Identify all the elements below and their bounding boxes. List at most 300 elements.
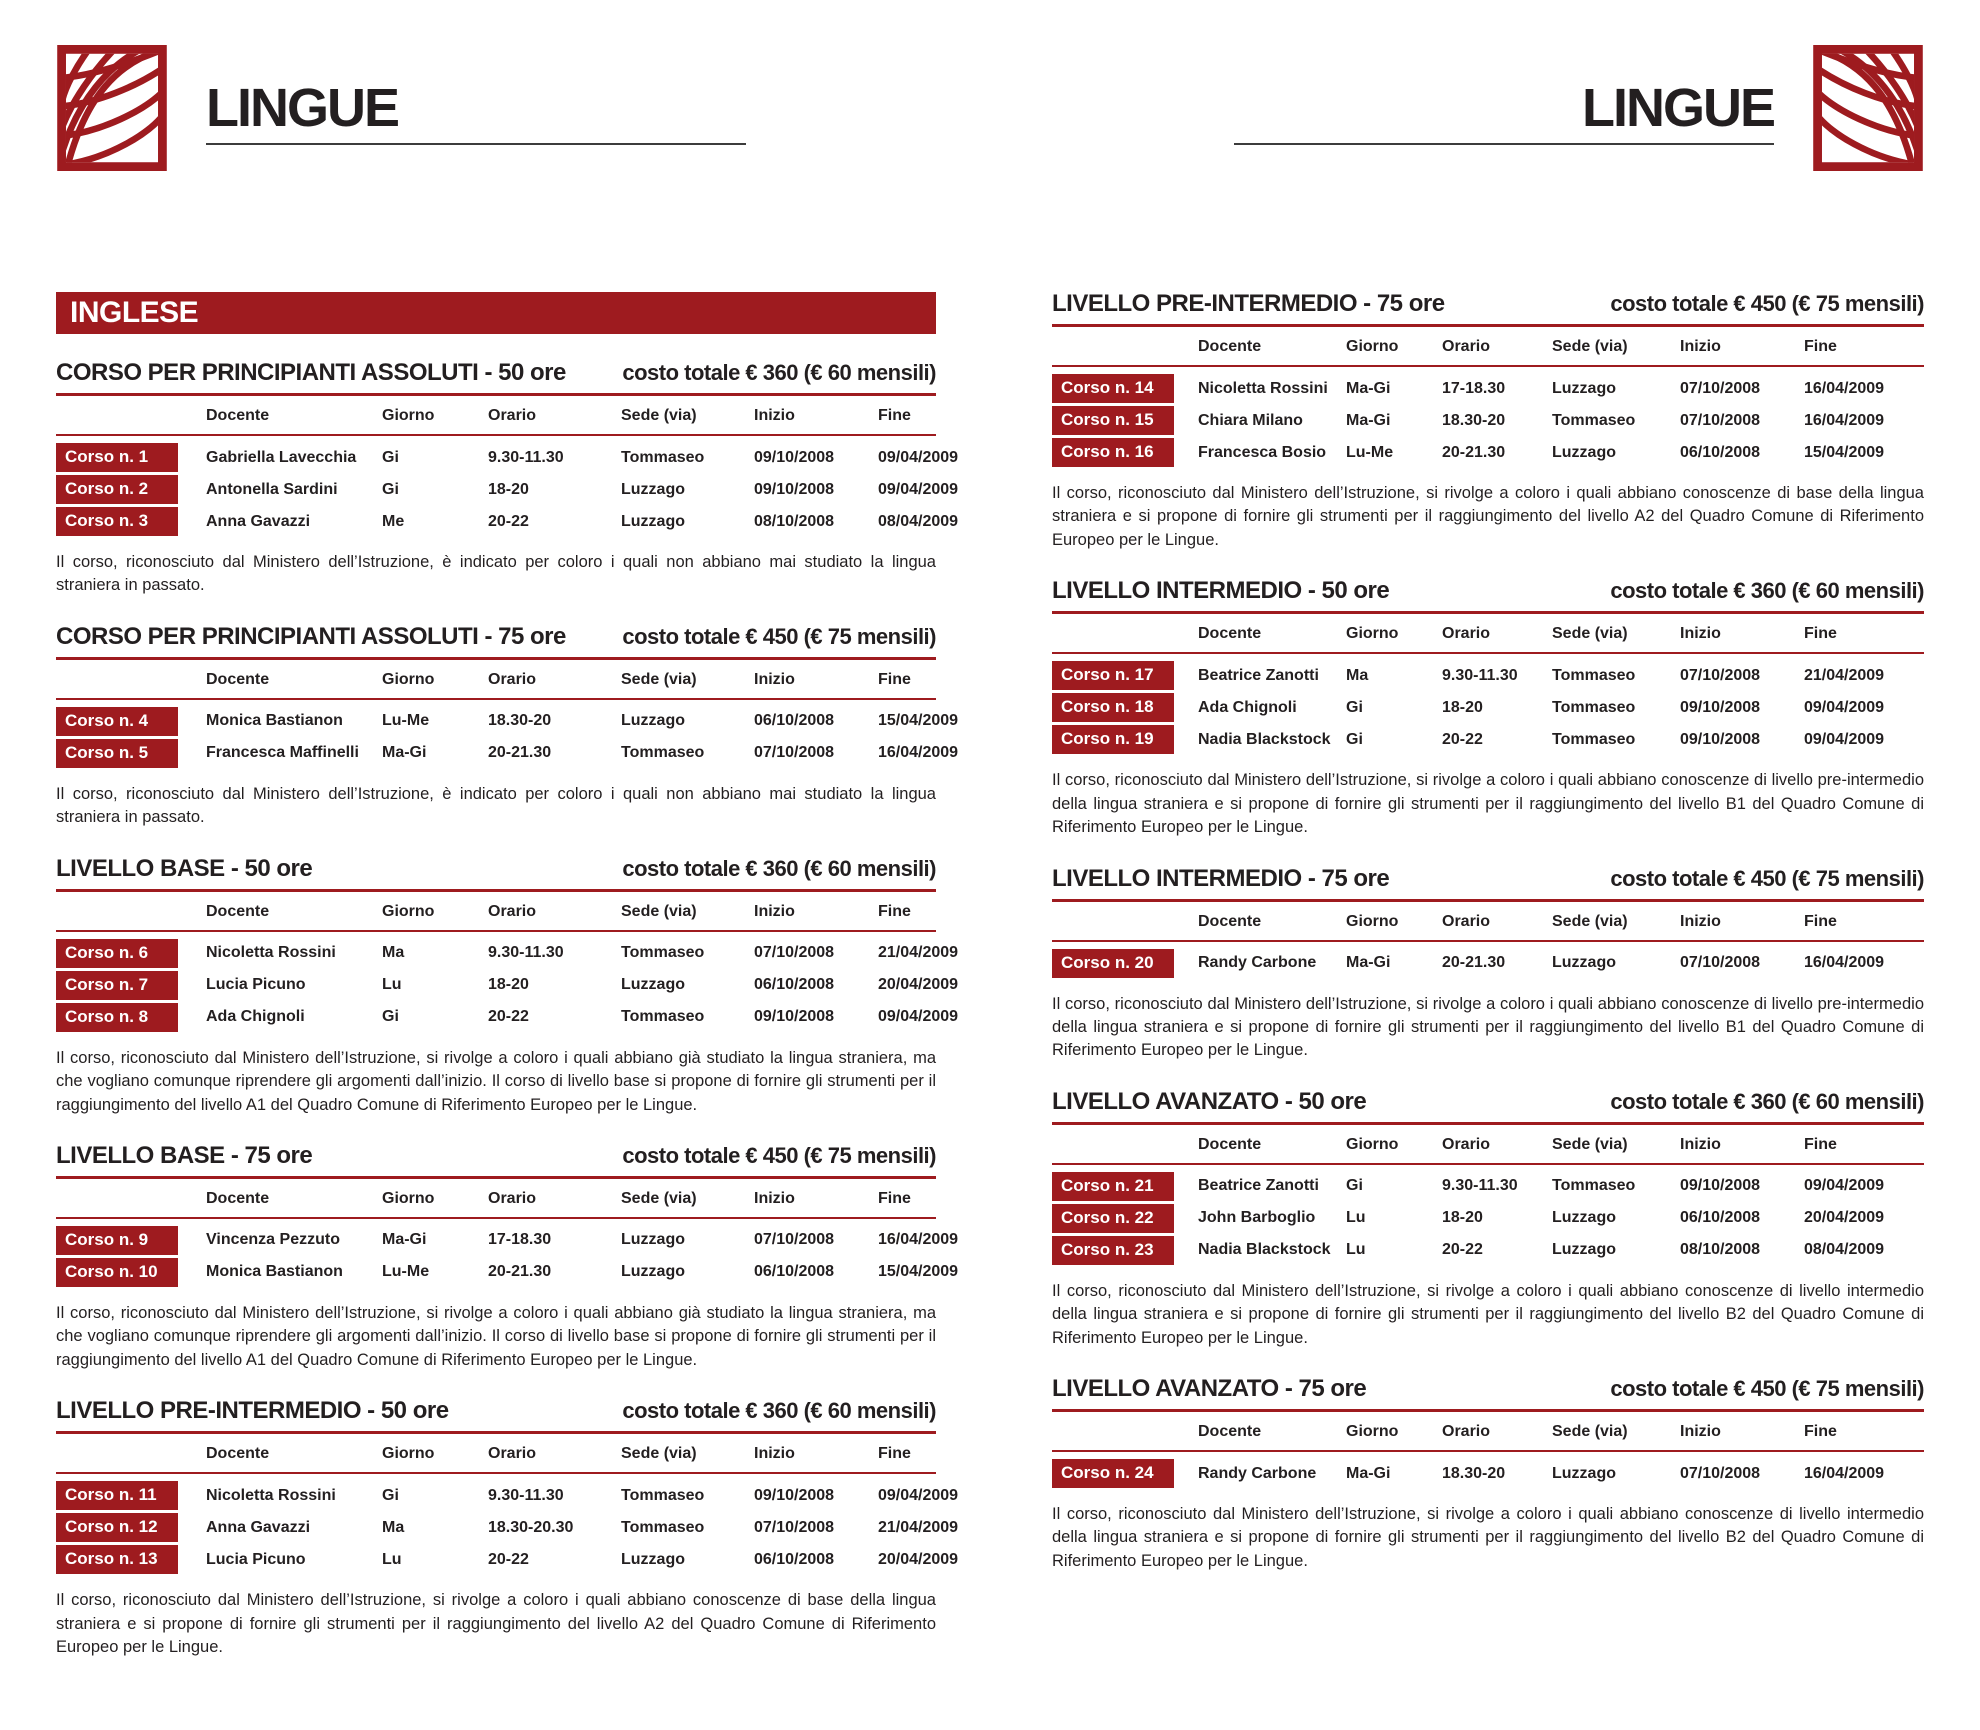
section-head xyxy=(56,623,936,660)
column-header: Inizio xyxy=(1680,625,1721,643)
section-head xyxy=(1052,1375,1924,1412)
section-head xyxy=(56,1397,936,1434)
section-description: Il corso, riconosciuto dal Ministero dell’Istruzione, si rivolge a coloro i quali abbiano conoscenze di livello intermedio della lingua straniera e si propone di fornire gli strumenti per il raggiungimento del livello B2 del Quadro Comune di Riferimento Europeo per le Lingue. xyxy=(1052,1281,1924,1347)
badge-cell xyxy=(56,1481,200,1510)
cell-orario: 20-21.30 xyxy=(1442,954,1506,972)
column-header: Sede (via) xyxy=(1552,1423,1628,1441)
column-header: Orario xyxy=(488,670,537,688)
column-header: Giorno xyxy=(382,407,435,424)
cell-fine: 15/04/2009 xyxy=(1804,443,1885,461)
course-number-badge: Corso n. 10 xyxy=(56,1258,178,1287)
cell-inizio: 07/10/2008 xyxy=(754,944,835,962)
cell-giorno: Gi xyxy=(382,1008,399,1026)
cell-orario: 20-21.30 xyxy=(1442,443,1506,461)
section-head xyxy=(1052,577,1924,614)
column-header: Inizio xyxy=(754,407,795,424)
section-cost: costo totale € 360 (€ 60 mensili) xyxy=(1610,1088,1924,1114)
course-number-badge: Corso n. 17 xyxy=(1052,661,1174,690)
badge-cell xyxy=(56,443,200,472)
course-row xyxy=(1052,1204,1924,1233)
cell-fine: 09/04/2009 xyxy=(878,1486,959,1504)
course-row xyxy=(56,1003,959,1032)
section-title: LIVELLO INTERMEDIO - 75 ore xyxy=(1052,864,1390,892)
column-header: Sede (via) xyxy=(621,407,697,424)
section-cost: costo totale € 360 (€ 60 mensili) xyxy=(622,855,936,881)
badge-cell xyxy=(56,1003,200,1032)
cell-sede: Tommaseo xyxy=(621,448,705,466)
cell-orario: 18-20 xyxy=(488,480,529,498)
course-number-badge: Corso n. 22 xyxy=(1052,1204,1174,1233)
course-number-badge: Corso n. 5 xyxy=(56,739,178,768)
column-header: Docente xyxy=(206,1445,270,1463)
globe-logo-icon xyxy=(56,45,168,171)
section-title: LIVELLO BASE - 50 ore xyxy=(56,854,313,882)
cell-sede: Luzzago xyxy=(621,712,685,730)
cell-giorno: Gi xyxy=(1346,730,1363,748)
column-header: Orario xyxy=(488,407,537,424)
cell-giorno: Ma-Gi xyxy=(1346,411,1391,429)
table-rows xyxy=(1052,1459,1924,1488)
cell-fine: 20/04/2009 xyxy=(1804,1209,1885,1227)
cell-fine: 16/04/2009 xyxy=(1804,379,1885,397)
cell-inizio: 08/10/2008 xyxy=(754,512,835,530)
cell-sede: Luzzago xyxy=(1552,954,1616,972)
cell-fine: 08/04/2009 xyxy=(1804,1241,1885,1259)
cell-inizio: 09/10/2008 xyxy=(754,1008,835,1026)
cell-docente: Chiara Milano xyxy=(1198,411,1303,429)
cell-orario: 18-20 xyxy=(1442,698,1483,716)
cell-giorno: Gi xyxy=(382,1486,399,1504)
cell-fine: 09/04/2009 xyxy=(878,480,959,498)
cell-giorno: Ma xyxy=(1346,666,1369,684)
cell-sede: Luzzago xyxy=(1552,1241,1616,1259)
course-section xyxy=(1052,1375,1924,1573)
course-section xyxy=(56,1141,959,1372)
cell-fine: 21/04/2009 xyxy=(878,1518,959,1536)
cell-docente: Beatrice Zanotti xyxy=(1198,1177,1319,1195)
column-header: Inizio xyxy=(1680,1135,1721,1153)
badge-cell xyxy=(56,707,200,736)
course-number-badge: Corso n. 23 xyxy=(1052,1236,1174,1265)
course-number-badge: Corso n. 7 xyxy=(56,971,178,1000)
table-header-row xyxy=(56,1434,936,1474)
badge-cell xyxy=(56,475,200,504)
cell-orario: 20-22 xyxy=(488,1550,529,1568)
cell-giorno: Ma-Gi xyxy=(382,744,427,762)
table-rows xyxy=(56,1481,959,1574)
column-header: Fine xyxy=(1804,912,1837,930)
course-row xyxy=(1052,1459,1924,1488)
course-number-badge: Corso n. 15 xyxy=(1052,406,1174,435)
table-header-row xyxy=(1052,902,1924,942)
cell-inizio: 09/10/2008 xyxy=(1680,1177,1761,1195)
page-header-right xyxy=(1052,45,1924,171)
badge-cell xyxy=(56,1513,200,1542)
section-cost: costo totale € 450 (€ 75 mensili) xyxy=(1610,865,1924,891)
cell-giorno: Lu-Me xyxy=(1346,443,1394,461)
course-section xyxy=(1052,865,1924,1063)
course-row xyxy=(1052,725,1924,754)
cell-docente: Antonella Sardini xyxy=(206,480,338,498)
course-row xyxy=(56,707,959,736)
course-section xyxy=(56,622,959,830)
table-rows xyxy=(56,443,959,536)
course-number-badge: Corso n. 18 xyxy=(1052,693,1174,722)
column-header: Sede (via) xyxy=(1552,338,1628,355)
section-head xyxy=(56,855,936,892)
section-head xyxy=(56,359,936,396)
cell-docente: Gabriella Lavecchia xyxy=(206,448,357,466)
cell-sede: Luzzago xyxy=(621,512,685,530)
cell-docente: Ada Chignoli xyxy=(1198,698,1297,716)
column-header: Sede (via) xyxy=(1552,1135,1628,1153)
section-cost: costo totale € 450 (€ 75 mensili) xyxy=(622,623,936,649)
column-header: Fine xyxy=(878,1445,911,1463)
cell-giorno: Ma xyxy=(382,1518,405,1536)
column-header: Inizio xyxy=(754,1189,795,1207)
cell-fine: 21/04/2009 xyxy=(878,944,959,962)
course-section xyxy=(1052,577,1924,839)
cell-giorno: Lu xyxy=(1346,1241,1366,1259)
column-header: Orario xyxy=(1442,625,1491,643)
cell-orario: 20-21.30 xyxy=(488,1263,552,1281)
course-row xyxy=(1052,1236,1924,1265)
cell-sede: Luzzago xyxy=(621,1550,685,1568)
course-row xyxy=(1052,693,1924,722)
category-header-inglese: INGLESE xyxy=(56,292,936,334)
column-header: Fine xyxy=(878,670,911,688)
cell-docente: Ada Chignoli xyxy=(206,1008,305,1026)
cell-giorno: Gi xyxy=(1346,698,1363,716)
cell-inizio: 09/10/2008 xyxy=(754,1486,835,1504)
cell-inizio: 09/10/2008 xyxy=(1680,698,1761,716)
cell-giorno: Lu xyxy=(382,1550,402,1568)
column-header: Giorno xyxy=(1346,1135,1399,1153)
column-header: Fine xyxy=(878,1189,911,1207)
cell-inizio: 08/10/2008 xyxy=(1680,1241,1761,1259)
course-number-badge: Corso n. 9 xyxy=(56,1226,178,1255)
cell-docente: Randy Carbone xyxy=(1198,954,1317,972)
badge-cell xyxy=(56,939,200,968)
cell-orario: 18-20 xyxy=(488,976,529,994)
cell-inizio: 07/10/2008 xyxy=(1680,411,1761,429)
course-row xyxy=(56,939,959,968)
cell-sede: Tommaseo xyxy=(1552,1177,1636,1195)
table-header-row xyxy=(56,660,936,700)
cell-docente: Lucia Picuno xyxy=(206,976,306,994)
cell-fine: 16/04/2009 xyxy=(878,1231,959,1249)
cell-inizio: 06/10/2008 xyxy=(1680,443,1761,461)
badge-cell xyxy=(1052,438,1192,467)
right-column xyxy=(1052,45,1924,1659)
cell-sede: Luzzago xyxy=(1552,1464,1616,1482)
course-number-badge: Corso n. 21 xyxy=(1052,1172,1174,1201)
badge-cell xyxy=(1052,1204,1192,1233)
section-description: Il corso, riconosciuto dal Ministero dell’Istruzione, si rivolge a coloro i quali abbiano già studiato la lingua straniera, ma che vogliano comunque riprendere gli argomenti dall’inizio. Il corso di livello base si propone di fornire gli strumenti per il raggiungimento del livello A1 del Quadro Comune di Riferimento Europeo per le Lingue. xyxy=(56,1048,936,1114)
column-header: Giorno xyxy=(1346,338,1399,355)
cell-sede: Tommaseo xyxy=(1552,411,1636,429)
column-header: Orario xyxy=(1442,912,1491,930)
cell-giorno: Ma-Gi xyxy=(1346,1464,1391,1482)
cell-inizio: 09/10/2008 xyxy=(754,448,835,466)
cell-docente: Anna Gavazzi xyxy=(206,512,311,530)
badge-cell xyxy=(56,739,200,768)
cell-docente: Nadia Blackstock xyxy=(1198,730,1331,748)
cell-inizio: 06/10/2008 xyxy=(754,1550,835,1568)
course-number-badge: Corso n. 14 xyxy=(1052,374,1174,403)
section-description: Il corso, riconosciuto dal Ministero dell’Istruzione, si rivolge a coloro i quali abbiano conoscenze di livello pre-intermedio della lingua straniera e si propone di fornire gli strumenti per il raggiungimento del livello B1 del Quadro Comune di Riferimento Europeo per le Lingue. xyxy=(1052,771,1924,837)
table-header-row xyxy=(1052,1125,1924,1165)
section-title: LIVELLO PRE-INTERMEDIO - 50 ore xyxy=(56,1397,449,1425)
section-cost: costo totale € 360 (€ 60 mensili) xyxy=(1610,578,1924,604)
course-number-badge: Corso n. 11 xyxy=(56,1481,178,1510)
course-row xyxy=(1052,949,1924,978)
badge-cell xyxy=(1052,1236,1192,1265)
cell-orario: 17-18.30 xyxy=(1442,379,1506,397)
page-title: LINGUE xyxy=(206,45,746,145)
column-header: Docente xyxy=(1198,338,1262,355)
column-header: Fine xyxy=(878,902,911,920)
badge-cell xyxy=(1052,725,1192,754)
course-row xyxy=(56,1258,959,1287)
column-header: Sede (via) xyxy=(621,670,697,688)
cell-orario: 18.30-20 xyxy=(1442,411,1506,429)
table-header-row xyxy=(1052,327,1924,367)
cell-orario: 18.30-20 xyxy=(488,712,552,730)
table-header-row xyxy=(56,892,936,932)
cell-fine: 09/04/2009 xyxy=(1804,1177,1885,1195)
column-header: Giorno xyxy=(382,902,435,920)
cell-orario: 9.30-11.30 xyxy=(488,448,564,466)
cell-inizio: 07/10/2008 xyxy=(754,1518,835,1536)
cell-fine: 16/04/2009 xyxy=(1804,1464,1885,1482)
course-row xyxy=(56,739,959,768)
cell-inizio: 07/10/2008 xyxy=(754,1231,835,1249)
table-header-row xyxy=(56,1179,936,1219)
column-header: Docente xyxy=(206,1189,270,1207)
cell-giorno: Lu-Me xyxy=(382,712,430,730)
table-rows xyxy=(1052,661,1924,754)
course-row xyxy=(56,1545,959,1574)
table-header-row xyxy=(1052,1412,1924,1452)
section-head xyxy=(56,1142,936,1179)
course-number-badge: Corso n. 6 xyxy=(56,939,178,968)
section-description: Il corso, riconosciuto dal Ministero dell’Istruzione, si rivolge a coloro i quali abbiano conoscenze di livello pre-intermedio della lingua straniera e si propone di fornire gli strumenti per il raggiungimento del livello B1 del Quadro Comune di Riferimento Europeo per le Lingue. xyxy=(1052,994,1924,1060)
cell-fine: 21/04/2009 xyxy=(1804,666,1885,684)
cell-docente: Nicoletta Rossini xyxy=(1198,379,1328,397)
cell-docente: Nicoletta Rossini xyxy=(206,944,336,962)
section-cost: costo totale € 360 (€ 60 mensili) xyxy=(622,360,936,385)
course-section xyxy=(1052,290,1924,552)
column-header: Giorno xyxy=(1346,1423,1399,1441)
cell-sede: Tommaseo xyxy=(1552,730,1636,748)
section-title: LIVELLO PRE-INTERMEDIO - 75 ore xyxy=(1052,290,1445,317)
table-rows xyxy=(1052,949,1924,978)
badge-cell xyxy=(56,1226,200,1255)
cell-docente: Randy Carbone xyxy=(1198,1464,1317,1482)
course-number-badge: Corso n. 12 xyxy=(56,1513,178,1542)
cell-giorno: Ma-Gi xyxy=(1346,954,1391,972)
cell-fine: 08/04/2009 xyxy=(878,512,959,530)
course-number-badge: Corso n. 4 xyxy=(56,707,178,736)
cell-sede: Tommaseo xyxy=(1552,666,1636,684)
column-header: Giorno xyxy=(382,1445,435,1463)
cell-inizio: 06/10/2008 xyxy=(754,976,835,994)
cell-sede: Luzzago xyxy=(621,976,685,994)
cell-docente: Vincenza Pezzuto xyxy=(206,1231,340,1249)
course-number-badge: Corso n. 13 xyxy=(56,1545,178,1574)
column-header: Docente xyxy=(1198,912,1262,930)
column-header: Sede (via) xyxy=(621,1445,697,1463)
column-header: Inizio xyxy=(1680,338,1721,355)
section-title: LIVELLO AVANZATO - 50 ore xyxy=(1052,1087,1367,1115)
cell-inizio: 07/10/2008 xyxy=(754,744,835,762)
course-row xyxy=(1052,438,1924,467)
cell-fine: 20/04/2009 xyxy=(878,1550,959,1568)
course-section xyxy=(56,854,959,1117)
cell-fine: 15/04/2009 xyxy=(878,1263,959,1281)
cell-inizio: 06/10/2008 xyxy=(754,1263,835,1281)
course-section xyxy=(1052,1088,1924,1350)
section-description: Il corso, riconosciuto dal Ministero dell’Istruzione, si rivolge a coloro i quali abbiano già studiato la lingua straniera, ma che vogliano comunque riprendere gli argomenti dall’inizio. Il corso di livello base si propone di fornire gli strumenti per il raggiungimento del livello A1 del Quadro Comune di Riferimento Europeo per le Lingue. xyxy=(56,1303,936,1369)
cell-docente: Nicoletta Rossini xyxy=(206,1486,336,1504)
section-title: LIVELLO INTERMEDIO - 50 ore xyxy=(1052,577,1390,605)
section-description: Il corso, riconosciuto dal Ministero dell’Istruzione, è indicato per coloro i quali non abbiano mai studiato la lingua straniera in passato. xyxy=(56,784,936,827)
section-head xyxy=(1052,1088,1924,1125)
section-title: CORSO PER PRINCIPIANTI ASSOLUTI - 50 ore xyxy=(56,359,566,386)
cell-giorno: Gi xyxy=(382,480,399,498)
cell-sede: Luzzago xyxy=(1552,443,1616,461)
page-header-left xyxy=(56,45,936,171)
column-header: Fine xyxy=(878,407,911,424)
cell-sede: Tommaseo xyxy=(621,1008,705,1026)
section-title: CORSO PER PRINCIPIANTI ASSOLUTI - 75 ore xyxy=(56,622,566,650)
badge-cell xyxy=(1052,661,1192,690)
section-cost: costo totale € 450 (€ 75 mensili) xyxy=(1610,1376,1924,1402)
course-number-badge: Corso n. 19 xyxy=(1052,725,1174,754)
table-header-row xyxy=(1052,614,1924,654)
course-row xyxy=(56,1481,959,1510)
cell-fine: 09/04/2009 xyxy=(1804,698,1885,716)
column-header: Fine xyxy=(1804,338,1837,355)
column-header: Sede (via) xyxy=(621,1189,697,1207)
cell-fine: 09/04/2009 xyxy=(878,448,959,466)
cell-inizio: 07/10/2008 xyxy=(1680,1464,1761,1482)
table-rows xyxy=(1052,1172,1924,1265)
section-cost: costo totale € 450 (€ 75 mensili) xyxy=(1610,291,1924,316)
column-header: Docente xyxy=(206,407,270,424)
course-number-badge: Corso n. 24 xyxy=(1052,1459,1174,1488)
table-header-row xyxy=(56,396,936,436)
cell-giorno: Ma xyxy=(382,944,405,962)
section-description: Il corso, riconosciuto dal Ministero dell’Istruzione, è indicato per coloro i quali non abbiano mai studiato la lingua straniera in passato. xyxy=(56,553,936,595)
cell-inizio: 09/10/2008 xyxy=(1680,730,1761,748)
cell-orario: 20-22 xyxy=(488,1008,529,1026)
cell-sede: Tommaseo xyxy=(621,944,705,962)
cell-orario: 9.30-11.30 xyxy=(1442,666,1518,684)
course-row xyxy=(56,971,959,1000)
column-header: Inizio xyxy=(754,670,795,688)
cell-orario: 18-20 xyxy=(1442,1209,1483,1227)
badge-cell xyxy=(56,1258,200,1287)
cell-orario: 20-22 xyxy=(1442,1241,1483,1259)
cell-docente: Francesca Maffinelli xyxy=(206,744,359,762)
column-header: Giorno xyxy=(1346,912,1399,930)
course-number-badge: Corso n. 2 xyxy=(56,475,178,504)
column-header: Orario xyxy=(488,902,537,920)
column-header: Sede (via) xyxy=(621,902,697,920)
cell-sede: Tommaseo xyxy=(621,744,705,762)
course-row xyxy=(56,1226,959,1255)
column-header: Docente xyxy=(206,902,270,920)
section-title: LIVELLO AVANZATO - 75 ore xyxy=(1052,1375,1367,1403)
column-header: Fine xyxy=(1804,1423,1837,1441)
column-header: Orario xyxy=(1442,1423,1491,1441)
course-row xyxy=(56,475,959,504)
cell-fine: 15/04/2009 xyxy=(878,712,959,730)
cell-fine: 09/04/2009 xyxy=(1804,730,1885,748)
column-header: Docente xyxy=(1198,1423,1262,1441)
course-number-badge: Corso n. 1 xyxy=(56,443,178,472)
cell-giorno: Lu xyxy=(382,976,402,994)
course-number-badge: Corso n. 20 xyxy=(1052,949,1174,978)
cell-inizio: 06/10/2008 xyxy=(754,712,835,730)
cell-orario: 17-18.30 xyxy=(488,1231,552,1249)
column-header: Docente xyxy=(1198,625,1262,643)
section-head xyxy=(1052,865,1924,902)
course-row xyxy=(56,507,959,536)
cell-sede: Tommaseo xyxy=(1552,698,1636,716)
cell-orario: 20-22 xyxy=(488,512,529,530)
cell-docente: Nadia Blackstock xyxy=(1198,1241,1331,1259)
cell-giorno: Ma-Gi xyxy=(1346,379,1391,397)
column-header: Sede (via) xyxy=(1552,912,1628,930)
cell-giorno: Lu xyxy=(1346,1209,1366,1227)
course-row xyxy=(1052,374,1924,403)
column-header: Docente xyxy=(206,670,270,688)
section-description: Il corso, riconosciuto dal Ministero dell’Istruzione, si rivolge a coloro i quali abbiano conoscenze di livello intermedio della lingua straniera e si propone di fornire gli strumenti per il raggiungimento del livello B2 del Quadro Comune di Riferimento Europeo per le Lingue. xyxy=(1052,1505,1924,1570)
cell-docente: Francesca Bosio xyxy=(1198,443,1327,461)
course-number-badge: Corso n. 16 xyxy=(1052,438,1174,467)
badge-cell xyxy=(1052,693,1192,722)
cell-fine: 16/04/2009 xyxy=(878,744,959,762)
column-header: Orario xyxy=(488,1189,537,1207)
cell-fine: 16/04/2009 xyxy=(1804,411,1885,429)
section-title: LIVELLO BASE - 75 ore xyxy=(56,1141,313,1169)
cell-giorno: Gi xyxy=(382,448,399,466)
course-row xyxy=(1052,661,1924,690)
badge-cell xyxy=(56,1545,200,1574)
cell-sede: Luzzago xyxy=(621,480,685,498)
course-section xyxy=(56,359,959,598)
cell-orario: 9.30-11.30 xyxy=(1442,1177,1518,1195)
column-header: Giorno xyxy=(1346,625,1399,643)
page-title: LINGUE xyxy=(1234,45,1774,145)
cell-inizio: 07/10/2008 xyxy=(1680,954,1761,972)
column-header: Orario xyxy=(1442,1135,1491,1153)
cell-orario: 20-22 xyxy=(1442,730,1483,748)
cell-inizio: 06/10/2008 xyxy=(1680,1209,1761,1227)
cell-fine: 09/04/2009 xyxy=(878,1008,959,1026)
column-header: Docente xyxy=(1198,1135,1262,1153)
section-description: Il corso, riconosciuto dal Ministero dell’Istruzione, si rivolge a coloro i quali abbiano conoscenze di base della lingua straniera e si propone di fornire gli strumenti per il raggiungimento del livello A2 del Quadro Comune di Riferimento Europeo per le Lingue. xyxy=(56,1591,936,1657)
course-section xyxy=(56,1397,959,1659)
course-row xyxy=(56,443,959,472)
course-number-badge: Corso n. 3 xyxy=(56,507,178,536)
cell-orario: 9.30-11.30 xyxy=(488,1486,564,1504)
cell-docente: Monica Bastianon xyxy=(206,1263,343,1281)
cell-giorno: Gi xyxy=(1346,1177,1363,1195)
